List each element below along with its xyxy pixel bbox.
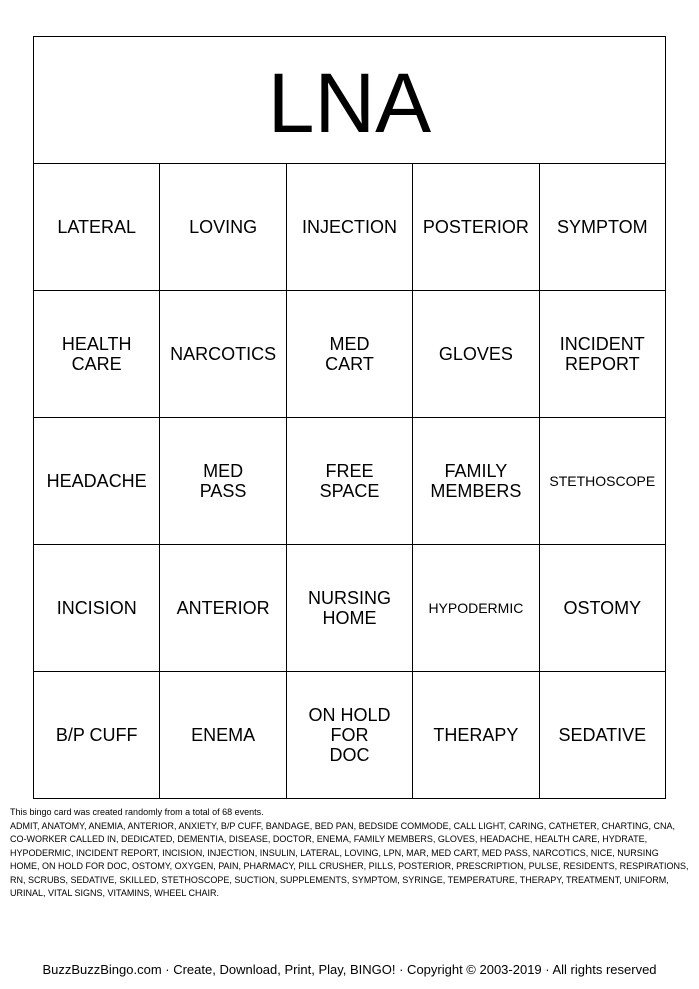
bingo-cell: MED PASS	[160, 418, 286, 545]
notes-intro: This bingo card was created randomly from a total of 68 events.	[10, 807, 264, 817]
bingo-cell: THERAPY	[413, 672, 539, 799]
bingo-cell: ON HOLD FOR DOC	[287, 672, 413, 799]
bingo-cell: INJECTION	[287, 164, 413, 291]
bingo-cell: GLOVES	[413, 291, 539, 418]
bingo-cell: FAMILY MEMBERS	[413, 418, 539, 545]
bingo-cell: ANTERIOR	[160, 545, 286, 672]
bingo-cell: INCIDENT REPORT	[540, 291, 666, 418]
bingo-cell: SYMPTOM	[540, 164, 666, 291]
notes-event-list: ADMIT, ANATOMY, ANEMIA, ANTERIOR, ANXIETY, B/P CUFF, BANDAGE, BED PAN, BEDSIDE COMMODE, CALL LIGHT, CARING, CATHETER, CHARTING, CNA, CO-WORKER CALLED IN, DEDICATED, DEMENTIA, DISEASE, DOCTOR, ENEMA, FAMILY MEMBERS, GLOVES, HEADACHE, HEALTH CARE, HYDRATE, HYPODERMIC, INCIDENT REPORT, INCISION, INJECTION, INSULIN, LATERAL, LOVING, LPN, MAR, MED CART, MED PASS, NARCOTICS, NICE, NURSING HOME, ON HOLD FOR DOC, OSTOMY, OXYGEN, PAIN, PHARMACY, PILL CRUSHER, PILLS, POSTERIOR, PRESCRIPTION, PULSE, RESIDENTS, RESPIRATIONS, RN, SCRUBS, SEDATIVE, SKILLED, STETHOSCOPE, SUCTION, SUPPLEMENTS, SYMPTOM, SYRINGE, TEMPERATURE, THERAPY, TREATMENT, UNIFORM, URINAL, VITAL SIGNS, VITAMINS, WHEEL CHAIR.	[10, 820, 689, 898]
bingo-cell: HEADACHE	[34, 418, 160, 545]
page-footer: BuzzBuzzBingo.com · Create, Download, Print, Play, BINGO! · Copyright © 2003-2019 · All rights reserved	[42, 962, 657, 977]
bingo-cell: LOVING	[160, 164, 286, 291]
bingo-cell: INCISION	[34, 545, 160, 672]
event-list-notes	[10, 806, 690, 901]
free-space-cell: FREE SPACE	[287, 418, 413, 545]
bingo-cell: SEDATIVE	[540, 672, 666, 799]
card-title: LNA	[34, 37, 666, 164]
bingo-grid	[34, 164, 666, 799]
bingo-cell: B/P CUFF	[34, 672, 160, 799]
bingo-card	[33, 36, 666, 799]
bingo-cell: HEALTH CARE	[34, 291, 160, 418]
bingo-cell: POSTERIOR	[413, 164, 539, 291]
bingo-cell: HYPODERMIC	[413, 545, 539, 672]
bingo-cell: LATERAL	[34, 164, 160, 291]
bingo-cell: OSTOMY	[540, 545, 666, 672]
bingo-cell: NARCOTICS	[160, 291, 286, 418]
bingo-cell: STETHOSCOPE	[540, 418, 666, 545]
bingo-cell: ENEMA	[160, 672, 286, 799]
bingo-cell: NURSING HOME	[287, 545, 413, 672]
bingo-cell: MED CART	[287, 291, 413, 418]
